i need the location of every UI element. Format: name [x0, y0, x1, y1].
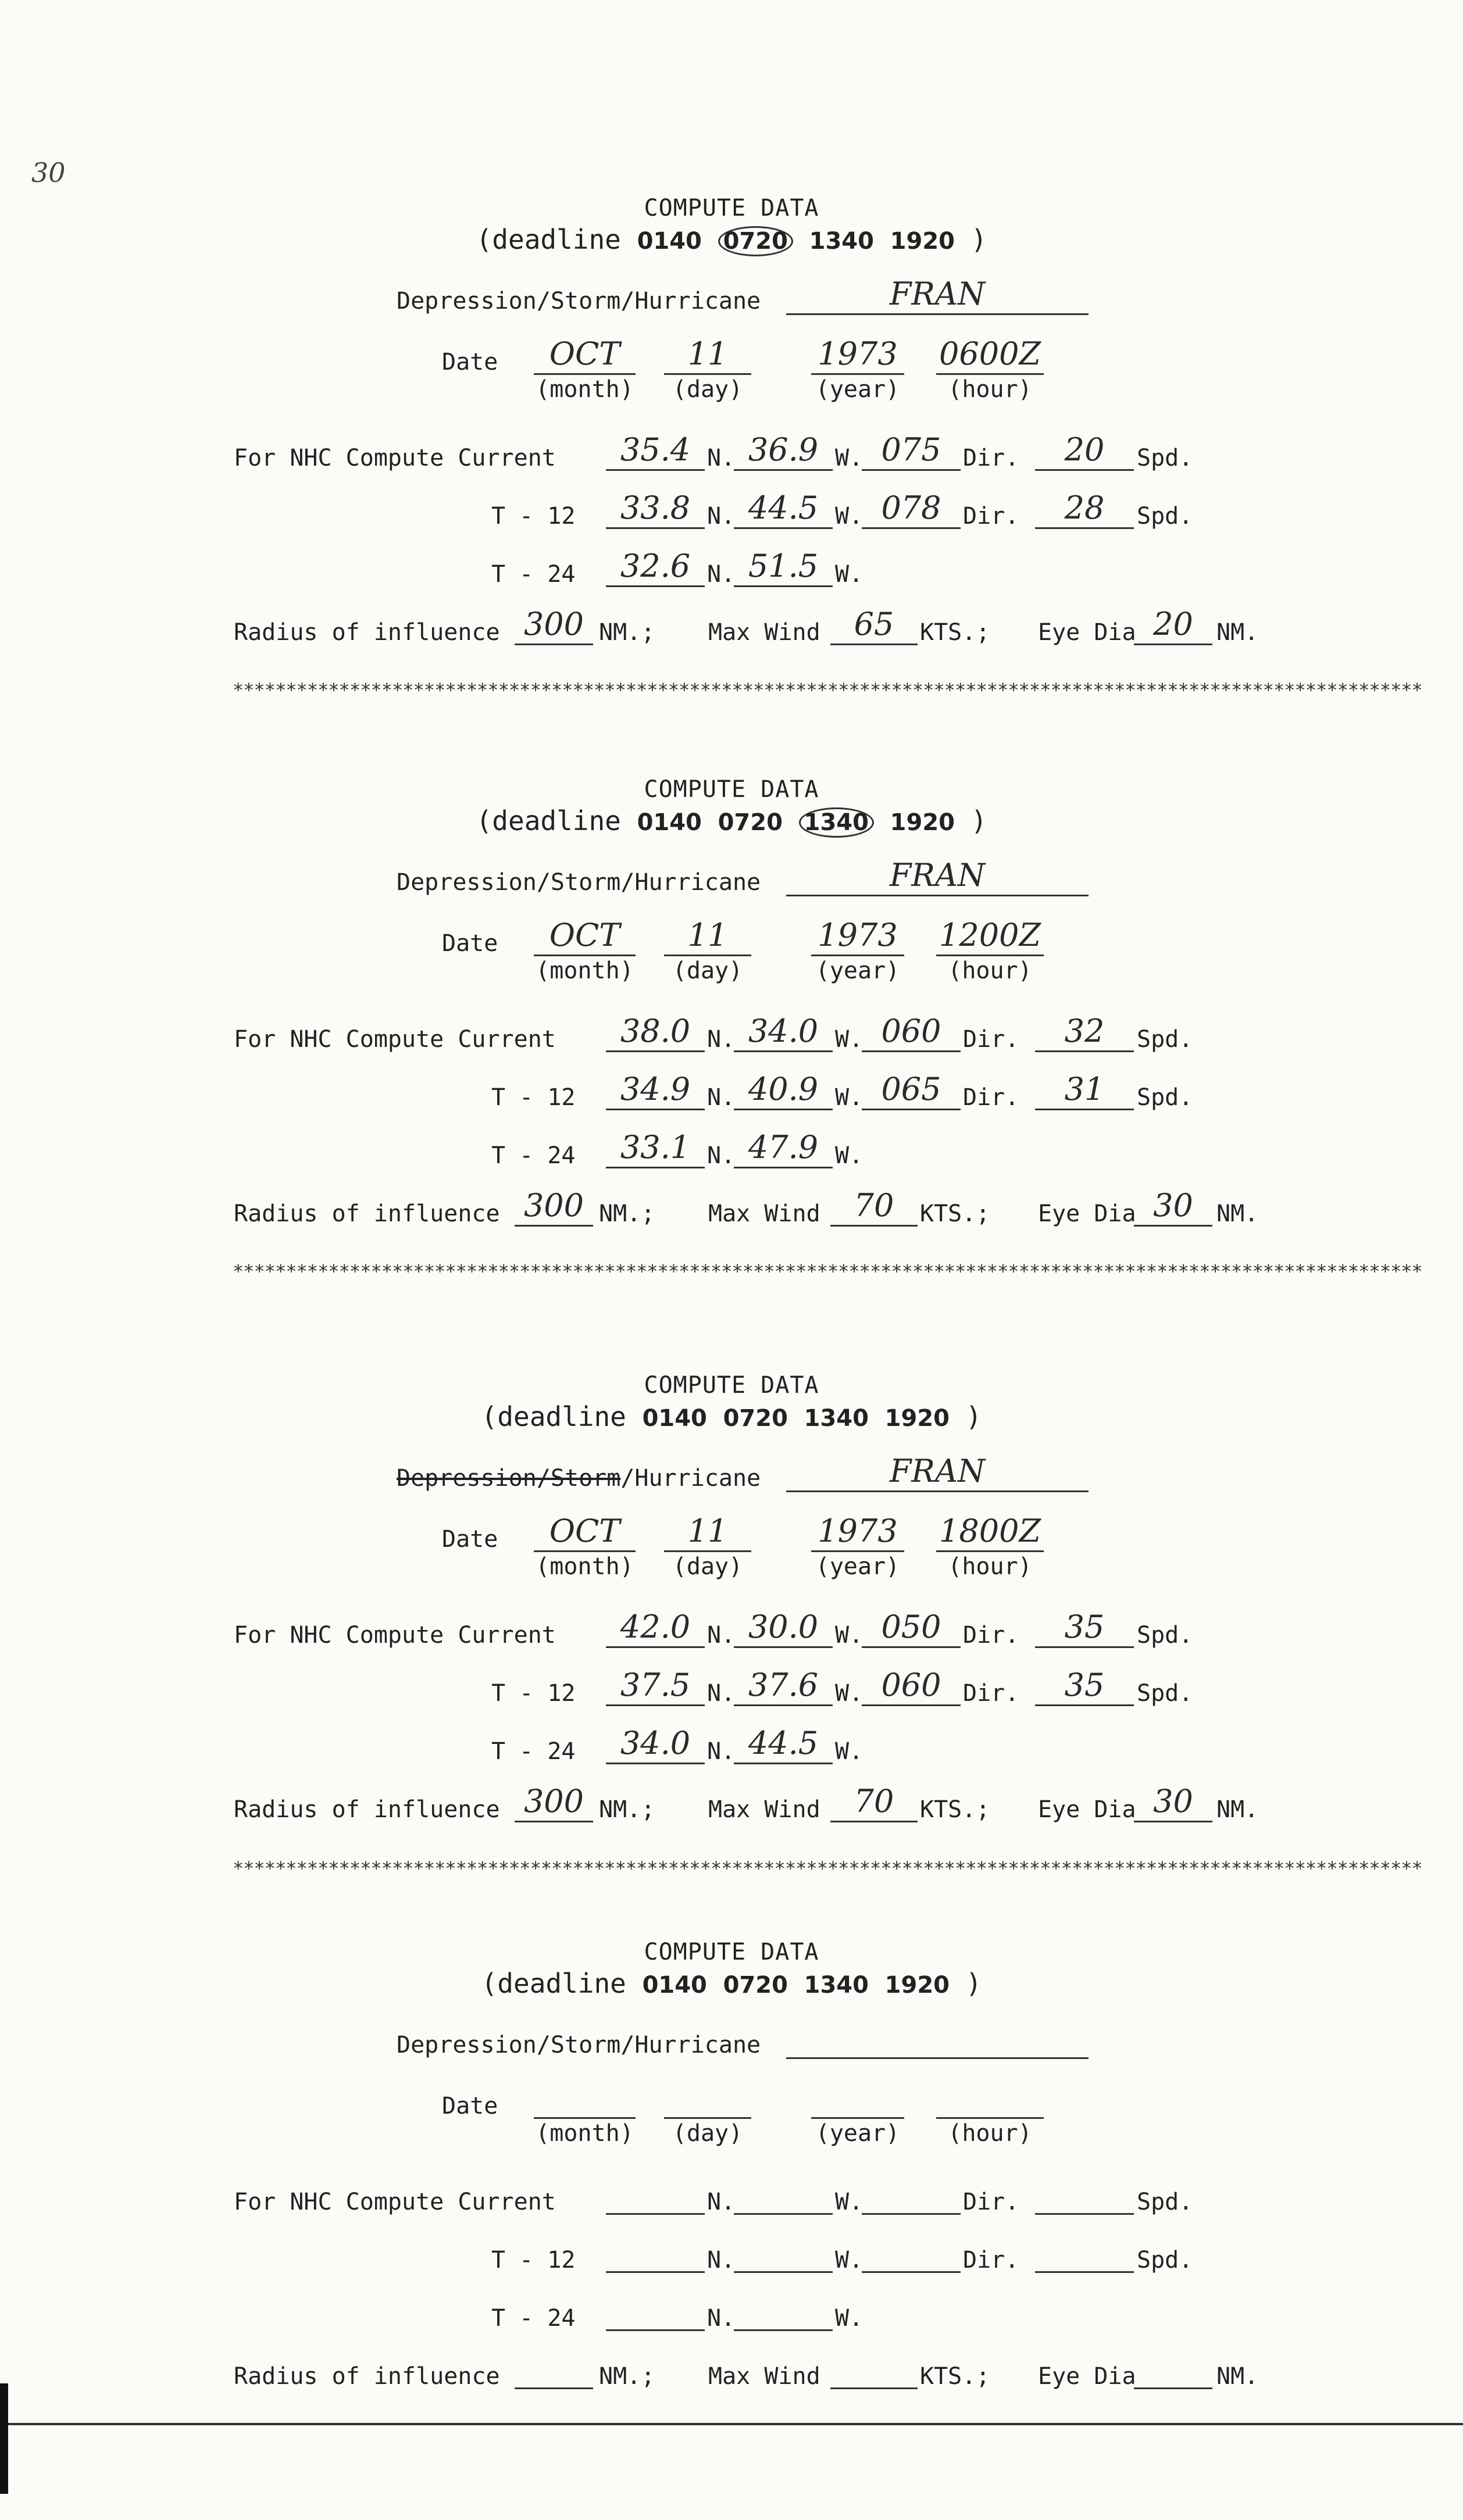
- t24-lat-field-value: 33.1: [620, 1129, 691, 1166]
- current-row-label: For NHC Compute Current: [234, 1026, 556, 1053]
- t24-row-label: T - 24: [491, 561, 576, 588]
- t24-w-label: W.: [835, 561, 863, 588]
- year-field-value: 1973: [818, 335, 898, 372]
- t12-lon-field[interactable]: [734, 1071, 833, 1110]
- year-field[interactable]: [811, 2087, 904, 2119]
- t12-spd-field[interactable]: [1035, 489, 1134, 529]
- deadline-time-0720: 0720: [718, 809, 783, 836]
- t12-w-label: W.: [835, 2247, 863, 2274]
- eye-nm-label: NM.: [1216, 1200, 1259, 1227]
- t24-lon-field-value: 51.5: [748, 548, 819, 584]
- kts-label: KTS.;: [920, 619, 990, 646]
- year-field[interactable]: [811, 335, 904, 375]
- max-wind-field-value: 65: [854, 606, 894, 642]
- t12-lon-field-value: 40.9: [748, 1071, 819, 1107]
- kts-label: KTS.;: [920, 2363, 990, 2390]
- current-dir-field[interactable]: [862, 1013, 961, 1052]
- current-row-label: For NHC Compute Current: [234, 1622, 556, 1649]
- t12-dir-label: Dir.: [963, 2247, 1019, 2274]
- hour-field-value: 0600Z: [939, 335, 1041, 372]
- current-w-label: W.: [835, 2189, 863, 2215]
- t12-w-label: W.: [835, 1680, 863, 1707]
- eye-dia-field[interactable]: [1134, 1783, 1212, 1822]
- t12-spd-field[interactable]: [1035, 1071, 1134, 1110]
- current-lat-field[interactable]: [606, 2183, 705, 2215]
- month-field-value: OCT: [549, 917, 620, 953]
- storm-label: [397, 1465, 761, 1492]
- max-wind-label: Max Wind: [708, 1200, 820, 1227]
- t24-lon-field[interactable]: [734, 2299, 833, 2331]
- current-spd-label: Spd.: [1137, 445, 1193, 471]
- year-field[interactable]: [811, 1513, 904, 1552]
- t12-dir-field[interactable]: [862, 1667, 961, 1706]
- t12-spd-field[interactable]: [1035, 2241, 1134, 2273]
- t12-lon-field[interactable]: [734, 489, 833, 529]
- deadline-time-0140: 0140: [637, 809, 702, 836]
- t12-dir-label: Dir.: [963, 1680, 1019, 1707]
- kts-label: KTS.;: [920, 1796, 990, 1823]
- hour-caption: (hour): [948, 2120, 1032, 2147]
- current-w-label: W.: [835, 1026, 863, 1053]
- t12-dir-field-value: 078: [881, 489, 941, 526]
- current-lon-field[interactable]: [734, 1608, 833, 1648]
- deadline-close: ): [970, 805, 987, 837]
- radius-field-value: 300: [523, 1783, 584, 1820]
- t12-dir-field[interactable]: [862, 2241, 961, 2273]
- year-field-value: 1973: [818, 917, 898, 953]
- t24-lat-field[interactable]: [606, 548, 705, 587]
- radius-nm-label: NM.;: [599, 2363, 655, 2390]
- current-spd-label: Spd.: [1137, 2189, 1193, 2215]
- storm-name-field[interactable]: [786, 276, 1089, 315]
- day-field-value: 11: [687, 917, 728, 953]
- eye-dia-label: Eye Dia: [1038, 619, 1136, 646]
- t24-row-label: T - 24: [491, 1142, 576, 1169]
- current-n-label: N.: [707, 445, 736, 471]
- t12-lon-field[interactable]: [734, 2241, 833, 2273]
- deadline-label: (deadline: [476, 224, 621, 255]
- deadline-time-1340: 1340: [804, 1972, 869, 1999]
- t12-lat-field[interactable]: [606, 2241, 705, 2273]
- current-dir-label: Dir.: [963, 1026, 1019, 1053]
- deadline-line: [0, 805, 1463, 838]
- t12-lat-field[interactable]: [606, 489, 705, 529]
- page-bottom-rule: [0, 2423, 1463, 2425]
- month-field[interactable]: [534, 335, 636, 375]
- eye-dia-field[interactable]: [1134, 2357, 1212, 2389]
- deadline-time-1340: 1340: [799, 807, 874, 838]
- day-caption: (day): [672, 1553, 743, 1580]
- hour-caption: (hour): [948, 376, 1032, 403]
- storm-name-field-value: FRAN: [889, 857, 986, 893]
- month-caption: (month): [536, 957, 634, 984]
- radius-field-value: 300: [523, 606, 584, 642]
- deadline-time-0720: 0720: [718, 226, 793, 256]
- t24-w-label: W.: [835, 1738, 863, 1765]
- current-lon-field[interactable]: [734, 2183, 833, 2215]
- max-wind-label: Max Wind: [708, 1796, 820, 1823]
- eye-nm-label: NM.: [1216, 1796, 1259, 1823]
- t12-lon-field-value: 44.5: [748, 489, 819, 526]
- storm-label-struck: Depression/Storm: [397, 1465, 621, 1492]
- deadline-label: (deadline: [476, 805, 621, 837]
- asterisk-separator-3: ****************************************************************************************************************: [233, 1857, 1422, 1879]
- t12-lat-field-value: 34.9: [620, 1071, 691, 1107]
- deadline-close: ): [965, 1401, 982, 1432]
- current-spd-field-value: 35: [1064, 1608, 1105, 1645]
- storm-name-field-value: FRAN: [889, 276, 986, 312]
- t12-w-label: W.: [835, 1084, 863, 1111]
- t12-n-label: N.: [707, 1084, 736, 1111]
- current-lat-field-value: 38.0: [620, 1013, 691, 1049]
- scan-edge-mark: [0, 2383, 8, 2494]
- t24-w-label: W.: [835, 1142, 863, 1169]
- deadline-time-0140: 0140: [637, 228, 702, 255]
- eye-dia-field-value: 30: [1153, 1783, 1193, 1820]
- current-dir-field-value: 050: [881, 1608, 941, 1645]
- t12-lat-field[interactable]: [606, 1071, 705, 1110]
- t12-lon-field-value: 37.6: [748, 1667, 819, 1703]
- t12-spd-label: Spd.: [1137, 1084, 1193, 1111]
- date-label: Date: [442, 349, 498, 376]
- storm-name-field[interactable]: [786, 857, 1089, 896]
- hour-field[interactable]: [936, 2087, 1044, 2119]
- current-lat-field-value: 42.0: [620, 1608, 691, 1645]
- year-caption: (year): [815, 376, 900, 403]
- t12-spd-label: Spd.: [1137, 503, 1193, 530]
- deadline-close: ): [970, 224, 987, 255]
- current-dir-field[interactable]: [862, 2183, 961, 2215]
- current-dir-field-value: 075: [881, 431, 941, 468]
- eye-dia-field-value: 20: [1153, 606, 1193, 642]
- current-lon-field-value: 30.0: [748, 1608, 819, 1645]
- deadline-time-0140: 0140: [642, 1405, 707, 1432]
- t24-n-label: N.: [707, 1738, 736, 1765]
- max-wind-field[interactable]: [830, 1783, 918, 1822]
- current-lon-field[interactable]: [734, 431, 833, 471]
- radius-field[interactable]: [515, 2357, 593, 2389]
- deadline-time-0720: 0720: [723, 1972, 788, 1999]
- max-wind-field[interactable]: [830, 2357, 918, 2389]
- month-field-value: OCT: [549, 1513, 620, 1549]
- day-field[interactable]: [664, 917, 751, 956]
- t12-spd-field-value: 31: [1064, 1071, 1105, 1107]
- t12-spd-label: Spd.: [1137, 2247, 1193, 2274]
- date-label: Date: [442, 930, 498, 957]
- radius-label: Radius of influence: [234, 1796, 500, 1823]
- max-wind-field-value: 70: [854, 1187, 894, 1224]
- radius-label: Radius of influence: [234, 2363, 500, 2390]
- hour-caption: (hour): [948, 957, 1032, 984]
- month-field[interactable]: [534, 1513, 636, 1552]
- t12-n-label: N.: [707, 2247, 736, 2274]
- current-lat-field[interactable]: [606, 431, 705, 471]
- storm-label-text: Depression/Storm/Hurricane: [397, 2032, 761, 2058]
- current-w-label: W.: [835, 445, 863, 471]
- t24-n-label: N.: [707, 2305, 736, 2332]
- day-field-value: 11: [687, 1513, 728, 1549]
- max-wind-field[interactable]: [830, 606, 918, 645]
- current-spd-field-value: 20: [1064, 431, 1105, 468]
- t12-row-label: T - 12: [491, 2247, 576, 2274]
- eye-dia-label: Eye Dia: [1038, 2363, 1136, 2390]
- year-field-value: 1973: [818, 1513, 898, 1549]
- deadline-time-0140: 0140: [642, 1972, 707, 1999]
- storm-label: [397, 869, 761, 896]
- asterisk-separator-1: ****************************************************************************************************************: [233, 679, 1422, 701]
- t12-dir-label: Dir.: [963, 1084, 1019, 1111]
- day-caption: (day): [672, 376, 743, 403]
- radius-field[interactable]: [515, 606, 593, 645]
- radius-nm-label: NM.;: [599, 619, 655, 646]
- t12-spd-label: Spd.: [1137, 1680, 1193, 1707]
- radius-nm-label: NM.;: [599, 1200, 655, 1227]
- max-wind-label: Max Wind: [708, 2363, 820, 2390]
- storm-name-field[interactable]: [786, 2027, 1089, 2059]
- margin-note: 30: [31, 157, 66, 188]
- t12-lat-field-value: 37.5: [620, 1667, 691, 1703]
- t12-dir-label: Dir.: [963, 503, 1019, 530]
- t12-dir-field[interactable]: [862, 489, 961, 529]
- t12-lat-field[interactable]: [606, 1667, 705, 1706]
- current-row-label: For NHC Compute Current: [234, 445, 556, 471]
- storm-label: [397, 2032, 761, 2058]
- radius-label: Radius of influence: [234, 619, 500, 646]
- hour-field[interactable]: [936, 335, 1044, 375]
- deadline-time-1920: 1920: [890, 809, 955, 836]
- current-spd-field[interactable]: [1035, 1013, 1134, 1052]
- compute-data-form-4: [0, 1939, 1463, 2520]
- t24-lat-field-value: 34.0: [620, 1725, 691, 1761]
- t12-row-label: T - 12: [491, 1084, 576, 1111]
- hour-field[interactable]: [936, 1513, 1044, 1552]
- hour-caption: (hour): [948, 1553, 1032, 1580]
- current-lon-field-value: 36.9: [748, 431, 819, 468]
- hour-field-value: 1800Z: [939, 1513, 1041, 1549]
- t12-lat-field-value: 33.8: [620, 489, 691, 526]
- current-spd-field[interactable]: [1035, 1608, 1134, 1648]
- t12-spd-field-value: 28: [1064, 489, 1105, 526]
- deadline-time-1340: 1340: [809, 228, 874, 255]
- t24-lat-field[interactable]: [606, 2299, 705, 2331]
- t12-dir-field-value: 065: [881, 1071, 941, 1107]
- year-caption: (year): [815, 957, 900, 984]
- day-caption: (day): [672, 2120, 743, 2147]
- current-dir-label: Dir.: [963, 445, 1019, 471]
- radius-label: Radius of influence: [234, 1200, 500, 1227]
- month-field[interactable]: [534, 2087, 636, 2119]
- current-n-label: N.: [707, 1026, 736, 1053]
- deadline-time-0720: 0720: [723, 1405, 788, 1432]
- t12-spd-field-value: 35: [1064, 1667, 1105, 1703]
- max-wind-label: Max Wind: [708, 619, 820, 646]
- radius-nm-label: NM.;: [599, 1796, 655, 1823]
- storm-name-field[interactable]: [786, 1453, 1089, 1492]
- t24-lat-field[interactable]: [606, 1725, 705, 1764]
- storm-label-text: Depression/Storm/Hurricane: [397, 869, 761, 896]
- deadline-label: (deadline: [481, 1968, 626, 1999]
- deadline-time-1340: 1340: [804, 1405, 869, 1432]
- current-dir-label: Dir.: [963, 1622, 1019, 1649]
- t24-n-label: N.: [707, 561, 736, 588]
- current-lat-field-value: 35.4: [620, 431, 691, 468]
- storm-label-text: Depression/Storm/Hurricane: [397, 288, 761, 314]
- day-field[interactable]: [664, 2087, 751, 2119]
- eye-nm-label: NM.: [1216, 619, 1259, 646]
- current-spd-field[interactable]: [1035, 2183, 1134, 2215]
- t24-row-label: T - 24: [491, 1738, 576, 1765]
- t12-row-label: T - 12: [491, 503, 576, 530]
- t12-row-label: T - 12: [491, 1680, 576, 1707]
- deadline-close: ): [965, 1968, 982, 1999]
- year-caption: (year): [815, 1553, 900, 1580]
- current-spd-label: Spd.: [1137, 1622, 1193, 1649]
- t24-w-label: W.: [835, 2305, 863, 2332]
- t24-lon-field-value: 44.5: [748, 1725, 819, 1761]
- form-title: COMPUTE DATA: [644, 1372, 819, 1399]
- t12-spd-field[interactable]: [1035, 1667, 1134, 1706]
- t24-row-label: T - 24: [491, 2305, 576, 2332]
- month-field-value: OCT: [549, 335, 620, 372]
- kts-label: KTS.;: [920, 1200, 990, 1227]
- t12-n-label: N.: [707, 503, 736, 530]
- day-field[interactable]: [664, 1513, 751, 1552]
- t24-lat-field[interactable]: [606, 1129, 705, 1168]
- eye-dia-field-value: 30: [1153, 1187, 1193, 1224]
- t24-lat-field-value: 32.6: [620, 548, 691, 584]
- t12-dir-field-value: 060: [881, 1667, 941, 1703]
- current-row-label: For NHC Compute Current: [234, 2189, 556, 2215]
- deadline-line: [0, 1401, 1463, 1432]
- asterisk-separator-2: ****************************************************************************************************************: [233, 1260, 1422, 1282]
- current-spd-label: Spd.: [1137, 1026, 1193, 1053]
- t12-w-label: W.: [835, 503, 863, 530]
- date-label: Date: [442, 2093, 498, 2119]
- current-dir-label: Dir.: [963, 2189, 1019, 2215]
- deadline-time-1920: 1920: [884, 1405, 950, 1432]
- current-lon-field-value: 34.0: [748, 1013, 819, 1049]
- t24-lon-field[interactable]: [734, 1725, 833, 1764]
- deadline-time-1920: 1920: [890, 228, 955, 255]
- hour-field[interactable]: [936, 917, 1044, 956]
- t24-lon-field-value: 47.9: [748, 1129, 819, 1166]
- deadline-label: (deadline: [481, 1401, 626, 1432]
- current-dir-field-value: 060: [881, 1013, 941, 1049]
- form-title: COMPUTE DATA: [644, 195, 819, 221]
- current-spd-field[interactable]: [1035, 431, 1134, 471]
- eye-nm-label: NM.: [1216, 2363, 1259, 2390]
- current-lat-field[interactable]: [606, 1608, 705, 1648]
- month-field[interactable]: [534, 917, 636, 956]
- form-title: COMPUTE DATA: [644, 1939, 819, 1965]
- current-w-label: W.: [835, 1622, 863, 1649]
- hour-field-value: 1200Z: [939, 917, 1041, 953]
- current-dir-field[interactable]: [862, 431, 961, 471]
- radius-field[interactable]: [515, 1783, 593, 1822]
- t12-n-label: N.: [707, 1680, 736, 1707]
- current-n-label: N.: [707, 1622, 736, 1649]
- year-field[interactable]: [811, 917, 904, 956]
- day-caption: (day): [672, 957, 743, 984]
- eye-dia-field[interactable]: [1134, 1187, 1212, 1227]
- month-caption: (month): [536, 1553, 634, 1580]
- t12-lon-field[interactable]: [734, 1667, 833, 1706]
- current-n-label: N.: [707, 2189, 736, 2215]
- deadline-time-1920: 1920: [884, 1972, 950, 1999]
- storm-label-text: /Hurricane: [620, 1465, 761, 1492]
- max-wind-field-value: 70: [854, 1783, 894, 1820]
- current-lon-field[interactable]: [734, 1013, 833, 1052]
- eye-dia-field[interactable]: [1134, 606, 1212, 645]
- year-caption: (year): [815, 2120, 900, 2147]
- deadline-line: [0, 1968, 1463, 1999]
- t24-lon-field[interactable]: [734, 1129, 833, 1168]
- current-dir-field[interactable]: [862, 1608, 961, 1648]
- date-label: Date: [442, 1526, 498, 1553]
- eye-dia-label: Eye Dia: [1038, 1796, 1136, 1823]
- eye-dia-label: Eye Dia: [1038, 1200, 1136, 1227]
- t24-n-label: N.: [707, 1142, 736, 1169]
- day-field[interactable]: [664, 335, 751, 375]
- max-wind-field[interactable]: [830, 1187, 918, 1227]
- storm-label: [397, 288, 761, 314]
- day-field-value: 11: [687, 335, 728, 372]
- month-caption: (month): [536, 2120, 634, 2147]
- storm-name-field-value: FRAN: [889, 1453, 986, 1489]
- form-title: COMPUTE DATA: [644, 776, 819, 803]
- t12-dir-field[interactable]: [862, 1071, 961, 1110]
- current-spd-field-value: 32: [1064, 1013, 1105, 1049]
- month-caption: (month): [536, 376, 634, 403]
- deadline-line: [0, 224, 1463, 256]
- t24-lon-field[interactable]: [734, 548, 833, 587]
- radius-field[interactable]: [515, 1187, 593, 1227]
- radius-field-value: 300: [523, 1187, 584, 1224]
- current-lat-field[interactable]: [606, 1013, 705, 1052]
